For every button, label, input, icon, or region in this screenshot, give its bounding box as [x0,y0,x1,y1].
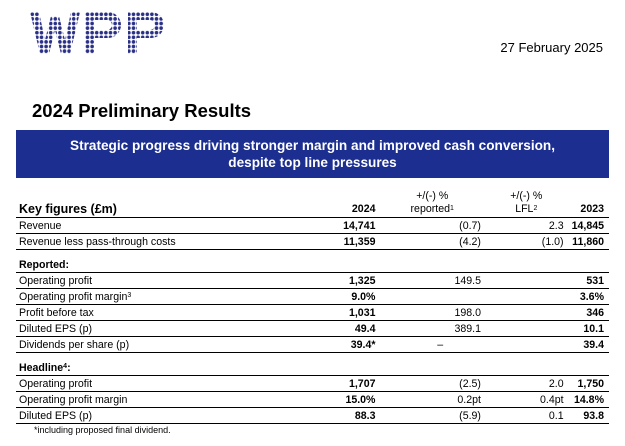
header-key-figures: Key figures (£m) [19,202,117,216]
table-row [16,289,609,305]
cell-lfl [485,273,568,289]
cell-2024: 1,707 [290,376,380,392]
banner-line-2: despite top line pressures [228,155,397,170]
row-label: Operating profit [16,273,290,289]
cell-lfl: 2.0 [485,376,568,392]
table-row [16,273,609,289]
cell-reported: 389.1 [379,321,484,337]
cell-2023: 39.4 [568,337,609,353]
section-headline [16,361,609,376]
cell-2024: 39.4* [290,337,380,353]
table-row [16,337,609,353]
row-label: Revenue [16,218,290,234]
header-reported-line2: reported [410,203,450,215]
wpp-logo [30,12,180,54]
cell-lfl: 0.1 [485,408,568,424]
cell-reported: – [379,337,484,353]
row-label: Diluted EPS (p) [16,408,290,424]
cell-2023: 14,845 [568,218,609,234]
row-label-text: Operating profit margin [19,290,128,303]
table-row [16,234,609,250]
cell-lfl [485,305,568,321]
cell-2024: 15.0% [290,392,380,408]
section-reported [16,258,609,273]
cell-2024: 88.3 [290,408,380,424]
cell-2024: 1,325 [290,273,380,289]
spacer-row [16,353,609,362]
cell-reported: 149.5 [379,273,484,289]
cell-reported: (4.2) [379,234,484,250]
cell-lfl: (1.0) [485,234,568,250]
cell-reported: (2.5) [379,376,484,392]
table-row [16,408,609,424]
row-label: Operating profit margin [16,392,290,408]
cell-2024: 11,359 [290,234,380,250]
cell-2024: 1,031 [290,305,380,321]
section-headline-text: Headline [19,362,64,374]
cell-2023: 346 [568,305,609,321]
table-row [16,305,609,321]
header-2023: 2023 [580,203,604,215]
cell-2023: 1,750 [568,376,609,392]
cell-lfl: 0.4pt [485,392,568,408]
cell-lfl [485,321,568,337]
table-header-row [16,184,609,218]
section-headline-title [16,361,609,376]
key-figures-table [16,184,609,424]
cell-reported: 0.2pt [379,392,484,408]
header-reported-sup: 1 [450,205,454,212]
cell-reported: (0.7) [379,218,484,234]
cell-2024: 9.0% [290,289,380,305]
cell-reported: (5.9) [379,408,484,424]
cell-2023: 11,860 [568,234,609,250]
header-lfl [485,184,568,218]
header-reported-line1: +/(-) % [416,190,449,202]
cell-2024: 49.4 [290,321,380,337]
footnote: *including proposed final dividend. [34,425,171,435]
header-lfl-sup: 2 [533,205,538,212]
cell-reported: 198.0 [379,305,484,321]
cell-2023: 14.8% [568,392,609,408]
row-label: Profit before tax [16,305,290,321]
cell-2023: 93.8 [568,408,609,424]
row-label: Diluted EPS (p) [16,321,290,337]
page-title: 2024 Preliminary Results [32,100,252,121]
row-label: Operating profit [16,376,290,392]
section-headline-colon: : [67,362,71,374]
table-row [16,218,609,234]
cell-lfl: 2.3 [485,218,568,234]
table-row [16,321,609,337]
cell-reported [379,289,484,305]
cell-lfl [485,337,568,353]
header-2024: 2024 [351,203,376,215]
banner-line-1: Strategic progress driving stronger margin and improved cash conversion, [70,138,555,153]
row-label: Dividends per share (p) [16,337,290,353]
row-label: Revenue less pass-through costs [16,234,290,250]
spacer-row [16,250,609,259]
row-label [16,289,290,305]
section-headline-sup: 4 [63,363,68,370]
cell-2023: 531 [568,273,609,289]
table-row [16,392,609,408]
cell-2024: 14,741 [290,218,380,234]
table-row [16,376,609,392]
header-lfl-line1: +/(-) % [510,190,543,202]
headline-banner [16,130,609,178]
report-date: 27 February 2025 [500,40,603,55]
row-label-sup: 3 [127,291,132,299]
cell-2023: 10.1 [568,321,609,337]
section-reported-title: Reported: [19,259,70,271]
cell-lfl [485,289,568,305]
header-reported [379,184,484,218]
header-lfl-line2: LFL [515,203,534,215]
cell-2023: 3.6% [568,289,609,305]
